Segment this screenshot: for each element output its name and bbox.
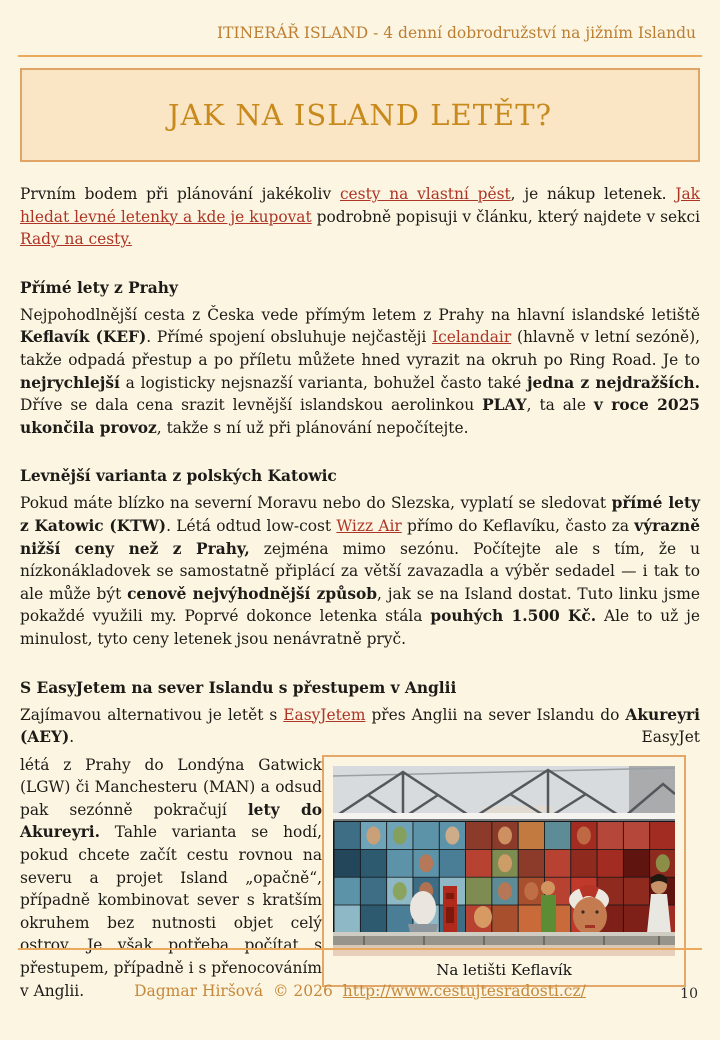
- inline-link[interactable]: EasyJetem: [283, 705, 366, 724]
- page-body: [20, 162, 700, 1002]
- inline-link[interactable]: Icelandair: [432, 328, 512, 347]
- section-heading-easyjet: S EasyJetem na sever Islandu s přestupem v Anglii: [20, 678, 457, 697]
- page-title: JAK NA ISLAND LETĚT?: [167, 98, 553, 132]
- section-paragraph-prague: Nejpohodlnější cesta z Česka vede přímým letem z Prahy na hlavní islandské letiště Keflavík (KEF). Přímé spojení obsluhuje nejčastěji Icelandair (hlavně v letní sezóně), takže odpadá přestup a po příletu můžete hned vyrazit na okruh po Ring Road. Je to nejrychlejší a logisticky nejsnazší varianta, bohužel často také jedna z nejdražších. Dříve se dala cena srazit levnější islandskou aerolinkou PLAY, ta ale v roce 2025 ukončila provoz, takže s ní už při plánování nepočítejte.: [20, 305, 701, 437]
- inline-link[interactable]: Jak hledat levné letenky a kde je kupovat: [20, 185, 700, 226]
- running-header: ITINERÁŘ ISLAND - 4 denní dobrodružství na jižním Islandu: [217, 24, 696, 42]
- intro-paragraph: Prvním bodem při plánování jakékoliv cesty na vlastní pěst, je nákup letenek. Jak hledat levné letenky a kde je kupovat podrobně popisuji v článku, který najdete v sekci Rady na cesty.: [20, 185, 701, 249]
- photo-frame: [322, 755, 686, 987]
- inline-link[interactable]: Wizz Air: [336, 516, 402, 535]
- photo-caption: Na letišti Keflavík: [436, 960, 572, 979]
- section-body-easyjet: [20, 749, 700, 1003]
- footer-author: Dagmar Hiršová: [134, 982, 264, 1000]
- footer-copyright: © 2026: [273, 982, 333, 1000]
- inline-link[interactable]: Rady na cesty.: [20, 230, 132, 249]
- section-lead-line-easyjet: Zajímavou alternativou je letět s EasyJetem přes Anglii na sever Islandu do Akureyri (AEY). EasyJet: [20, 705, 700, 747]
- section-heading-prague: Přímé lety z Prahy: [20, 278, 178, 297]
- keflavik-mural-photo: [333, 766, 675, 956]
- section-paragraph-katowice: Pokud máte blízko na severní Moravu nebo do Slezska, vyplatí se sledovat přímé lety z Katowic (KTW). Létá odtud low-cost Wizz Air přímo do Keflavíku, často za výrazně nižší ceny než z Prahy, zejména mimo sezónu. Počítejte ale s tím, že u nízkonákladovek se samostatně připlácí za větší zavazadla a výběr sedadel — i tak to ale může být cenově nejvýhodnější způsob, jak se na Island dostat. Tuto linku jsme pokaždé využili my. Poprvé dokonce letenka stála pouhých 1.500 Kč. Ale to už je minulost, tyto ceny letenek jsou nenávratně pryč.: [20, 494, 701, 648]
- section-heading-katowice: Levnější varianta z polských Katowic: [20, 467, 337, 486]
- footer-divider-line: [18, 948, 702, 950]
- footer-site-link[interactable]: http://www.cestujtesradosti.cz/: [342, 982, 586, 1000]
- bench-railing: [333, 932, 675, 956]
- inline-link[interactable]: cesty na vlastní pěst: [339, 185, 511, 203]
- title-banner: [20, 68, 700, 162]
- section-paragraph-easyjet: létá z Prahy do Londýna Gatwick (LGW) či Manchesteru (MAN) a odsud pak sezónně pokračují lety do Akureyri. Tahle varianta se hodí, pokud chcete začít cestu rovnou na severu a projet Island „opačně“, případně kombinovat sever s kratším okruhem bez nutnosti objet celý ostrov. Je však potřeba počítat s přestupem, případně i s přenocováním v Anglii.: [20, 755, 322, 1000]
- page-number: 10: [680, 986, 698, 1002]
- header-divider-line: [18, 55, 702, 57]
- footer: [0, 982, 720, 1000]
